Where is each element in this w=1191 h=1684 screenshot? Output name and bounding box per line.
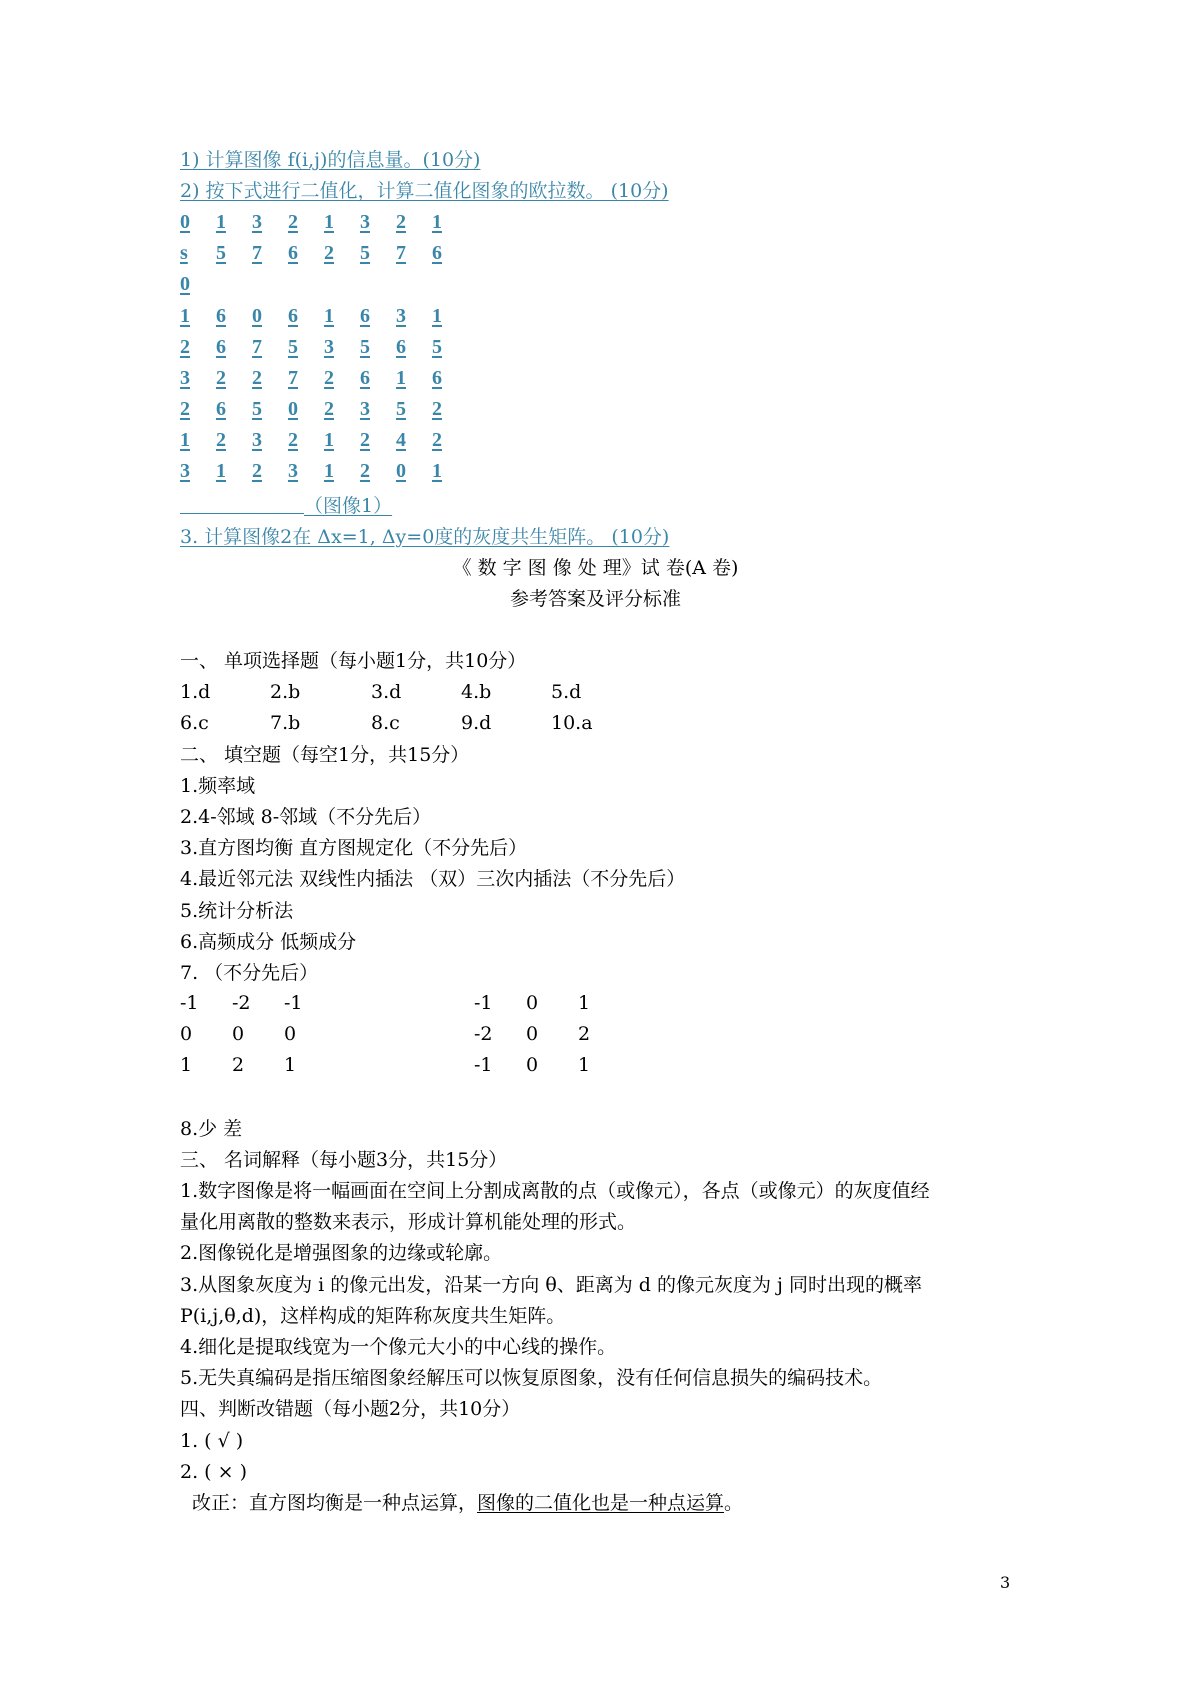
sobel-left-cell: -1 [180,992,199,1014]
fill-item: 4.最近邻元法 双线性内插法 （双）三次内插法（不分先后） [180,868,686,890]
answer-cell: 4.b [461,681,492,703]
definition-line: 5.无失真编码是指压缩图象经解压可以恢复原图象，没有任何信息损失的编码技术。 [180,1367,883,1389]
matrix-cell[interactable]: 6 [216,305,226,327]
section-2-heading: 二、 填空题（每空1分，共15分） [180,744,470,766]
matrix-cell[interactable]: 1 [432,305,442,327]
matrix-cell[interactable]: 7 [288,367,298,389]
matrix-cell[interactable]: 2 [396,211,406,233]
answer-title: 《 数 字 图 像 处 理》试 卷(A 卷) [452,557,739,579]
sobel-left-cell: 2 [232,1054,245,1076]
matrix-cell[interactable]: 6 [432,367,442,389]
sobel-right-cell: 1 [578,1054,591,1076]
figure-caption[interactable] [180,494,392,518]
answer-cell: 10.a [551,712,593,734]
matrix-cell[interactable]: 2 [432,429,442,451]
matrix-cell[interactable]: 3 [360,398,370,420]
matrix-cell[interactable]: 5 [288,336,298,358]
matrix-cell[interactable]: 2 [180,336,190,358]
matrix-cell[interactable]: 1 [396,367,406,389]
question-3[interactable]: 3. 计算图像2在 Δx=1, Δy=0度的灰度共生矩阵。 (10分) [180,526,670,548]
fill-item: 7. （不分先后） [180,962,319,984]
sobel-right-cell: 0 [526,992,539,1014]
matrix-cell[interactable]: 1 [216,460,226,482]
sobel-left-cell: -2 [232,992,251,1014]
fill-item-8: 8.少 差 [180,1118,243,1140]
fill-item: 2.4-邻域 8-邻域（不分先后） [180,806,432,828]
matrix-cell[interactable]: 6 [288,242,298,264]
matrix-cell[interactable]: 0 [288,398,298,420]
matrix-cell[interactable]: 1 [324,211,334,233]
matrix-cell[interactable]: 2 [324,242,334,264]
matrix-cell[interactable]: 5 [216,242,226,264]
fill-item: 3.直方图均衡 直方图规定化（不分先后） [180,837,528,859]
matrix-cell[interactable]: 0 [180,273,190,295]
definition-line: 2.图像锐化是增强图象的边缘或轮廓。 [180,1242,503,1264]
sobel-left-cell: -1 [284,992,303,1014]
matrix-cell[interactable]: 2 [324,367,334,389]
correction-underlined: 图像的二值化也是一种点运算 [477,1492,725,1514]
matrix-cell[interactable]: 2 [216,367,226,389]
section-3-heading: 三、 名词解释（每小题3分，共15分） [180,1149,508,1171]
matrix-cell[interactable]: 1 [432,211,442,233]
matrix-cell[interactable]: s [180,242,188,264]
matrix-cell[interactable]: 5 [360,336,370,358]
matrix-cell[interactable]: 6 [432,242,442,264]
matrix-cell[interactable]: 2 [324,398,334,420]
matrix-cell[interactable]: 1 [324,460,334,482]
answer-cell: 6.c [180,712,209,734]
section-1-heading: 一、 单项选择题（每小题1分，共10分） [180,650,527,672]
question-2[interactable]: 2) 按下式进行二值化，计算二值化图象的欧拉数。 (10分) [180,180,669,202]
matrix-cell[interactable]: 1 [180,429,190,451]
fill-item: 6.高频成分 低频成分 [180,931,357,953]
matrix-cell[interactable]: 2 [288,429,298,451]
definition-line: P(i,j,θ,d)，这样构成的矩阵称灰度共生矩阵。 [180,1305,566,1327]
definition-line: 4.细化是提取线宽为一个像元大小的中心线的操作。 [180,1336,617,1358]
answer-cell: 2.b [270,681,301,703]
page-number: 3 [1000,1573,1011,1592]
matrix-cell[interactable]: 4 [396,429,406,451]
matrix-cell[interactable]: 6 [288,305,298,327]
matrix-cell[interactable]: 5 [360,242,370,264]
matrix-cell[interactable]: 7 [252,336,262,358]
matrix-cell[interactable]: 2 [360,429,370,451]
judgement-item-2: 2. ( × ) [180,1461,247,1483]
matrix-cell[interactable]: 1 [324,429,334,451]
correction-line [192,1491,743,1515]
sobel-left-cell: 1 [180,1054,193,1076]
sobel-left-cell: 0 [284,1023,297,1045]
definition-line: 1.数字图像是将一幅画面在空间上分割成离散的点（或像元），各点（或像元）的灰度值经 [180,1180,930,1202]
matrix-cell[interactable]: 2 [252,460,262,482]
matrix-cell[interactable]: 1 [180,305,190,327]
caption-underline-spacer [180,495,304,514]
sobel-right-cell: -1 [474,992,493,1014]
matrix-cell[interactable]: 2 [432,398,442,420]
matrix-cell[interactable]: 5 [252,398,262,420]
matrix-cell[interactable]: 3 [288,460,298,482]
sobel-left-cell: 0 [180,1023,193,1045]
matrix-cell[interactable]: 2 [252,367,262,389]
matrix-cell[interactable]: 7 [396,242,406,264]
matrix-cell[interactable]: 3 [360,211,370,233]
answer-subtitle: 参考答案及评分标准 [509,588,681,610]
answer-cell: 7.b [270,712,301,734]
answer-cell: 8.c [371,712,400,734]
matrix-cell[interactable]: 5 [396,398,406,420]
matrix-cell[interactable]: 0 [396,460,406,482]
matrix-cell[interactable]: 1 [432,460,442,482]
sobel-left-cell: 0 [232,1023,245,1045]
fill-item: 1.频率域 [180,775,256,797]
matrix-cell[interactable]: 3 [252,429,262,451]
sobel-right-cell: 0 [526,1054,539,1076]
correction-suffix: 。 [724,1492,744,1514]
answer-cell: 1.d [180,681,211,703]
question-1[interactable]: 1) 计算图像 f(i,j)的信息量。(10分) [180,149,481,171]
matrix-cell[interactable]: 6 [360,305,370,327]
matrix-cell[interactable]: 6 [360,367,370,389]
matrix-cell[interactable]: 1 [216,211,226,233]
sobel-right-cell: -2 [474,1023,493,1045]
matrix-cell[interactable]: 1 [324,305,334,327]
matrix-cell[interactable]: 0 [252,305,262,327]
figure-caption-text: （图像1） [304,495,393,517]
sobel-right-cell: 1 [578,992,591,1014]
correction-prefix: 改正：直方图均衡是一种点运算， [192,1492,478,1514]
matrix-cell[interactable]: 6 [216,398,226,420]
matrix-cell[interactable]: 6 [396,336,406,358]
matrix-cell[interactable]: 6 [216,336,226,358]
matrix-cell[interactable]: 2 [360,460,370,482]
section-1-answers-row-1 [0,681,1191,705]
sobel-right-cell: 0 [526,1023,539,1045]
definition-line: 量化用离散的整数来表示，形成计算机能处理的形式。 [180,1211,637,1233]
matrix-cell[interactable]: 2 [288,211,298,233]
fill-item: 5.统计分析法 [180,900,294,922]
matrix-cell[interactable]: 3 [180,460,190,482]
matrix-cell[interactable]: 0 [180,211,190,233]
answer-cell: 3.d [371,681,402,703]
matrix-cell[interactable]: 3 [180,367,190,389]
matrix-cell[interactable]: 2 [216,429,226,451]
matrix-cell[interactable]: 5 [432,336,442,358]
section-4-heading: 四、判断改错题（每小题2分，共10分） [180,1398,521,1420]
matrix-cell[interactable]: 3 [252,211,262,233]
judgement-item-1: 1. ( √ ) [180,1430,244,1452]
sobel-right-cell: 2 [578,1023,591,1045]
matrix-cell[interactable]: 2 [180,398,190,420]
answer-cell: 5.d [551,681,582,703]
answer-cell: 9.d [461,712,492,734]
matrix-cell[interactable]: 3 [324,336,334,358]
definition-line: 3.从图象灰度为 i 的像元出发，沿某一方向 θ、距离为 d 的像元灰度为 j 同时出现的概率 [180,1274,922,1296]
matrix-cell[interactable]: 7 [252,242,262,264]
sobel-left-cell: 1 [284,1054,297,1076]
sobel-right-cell: -1 [474,1054,493,1076]
section-1-answers-row-2 [0,712,1191,736]
matrix-cell[interactable]: 3 [396,305,406,327]
